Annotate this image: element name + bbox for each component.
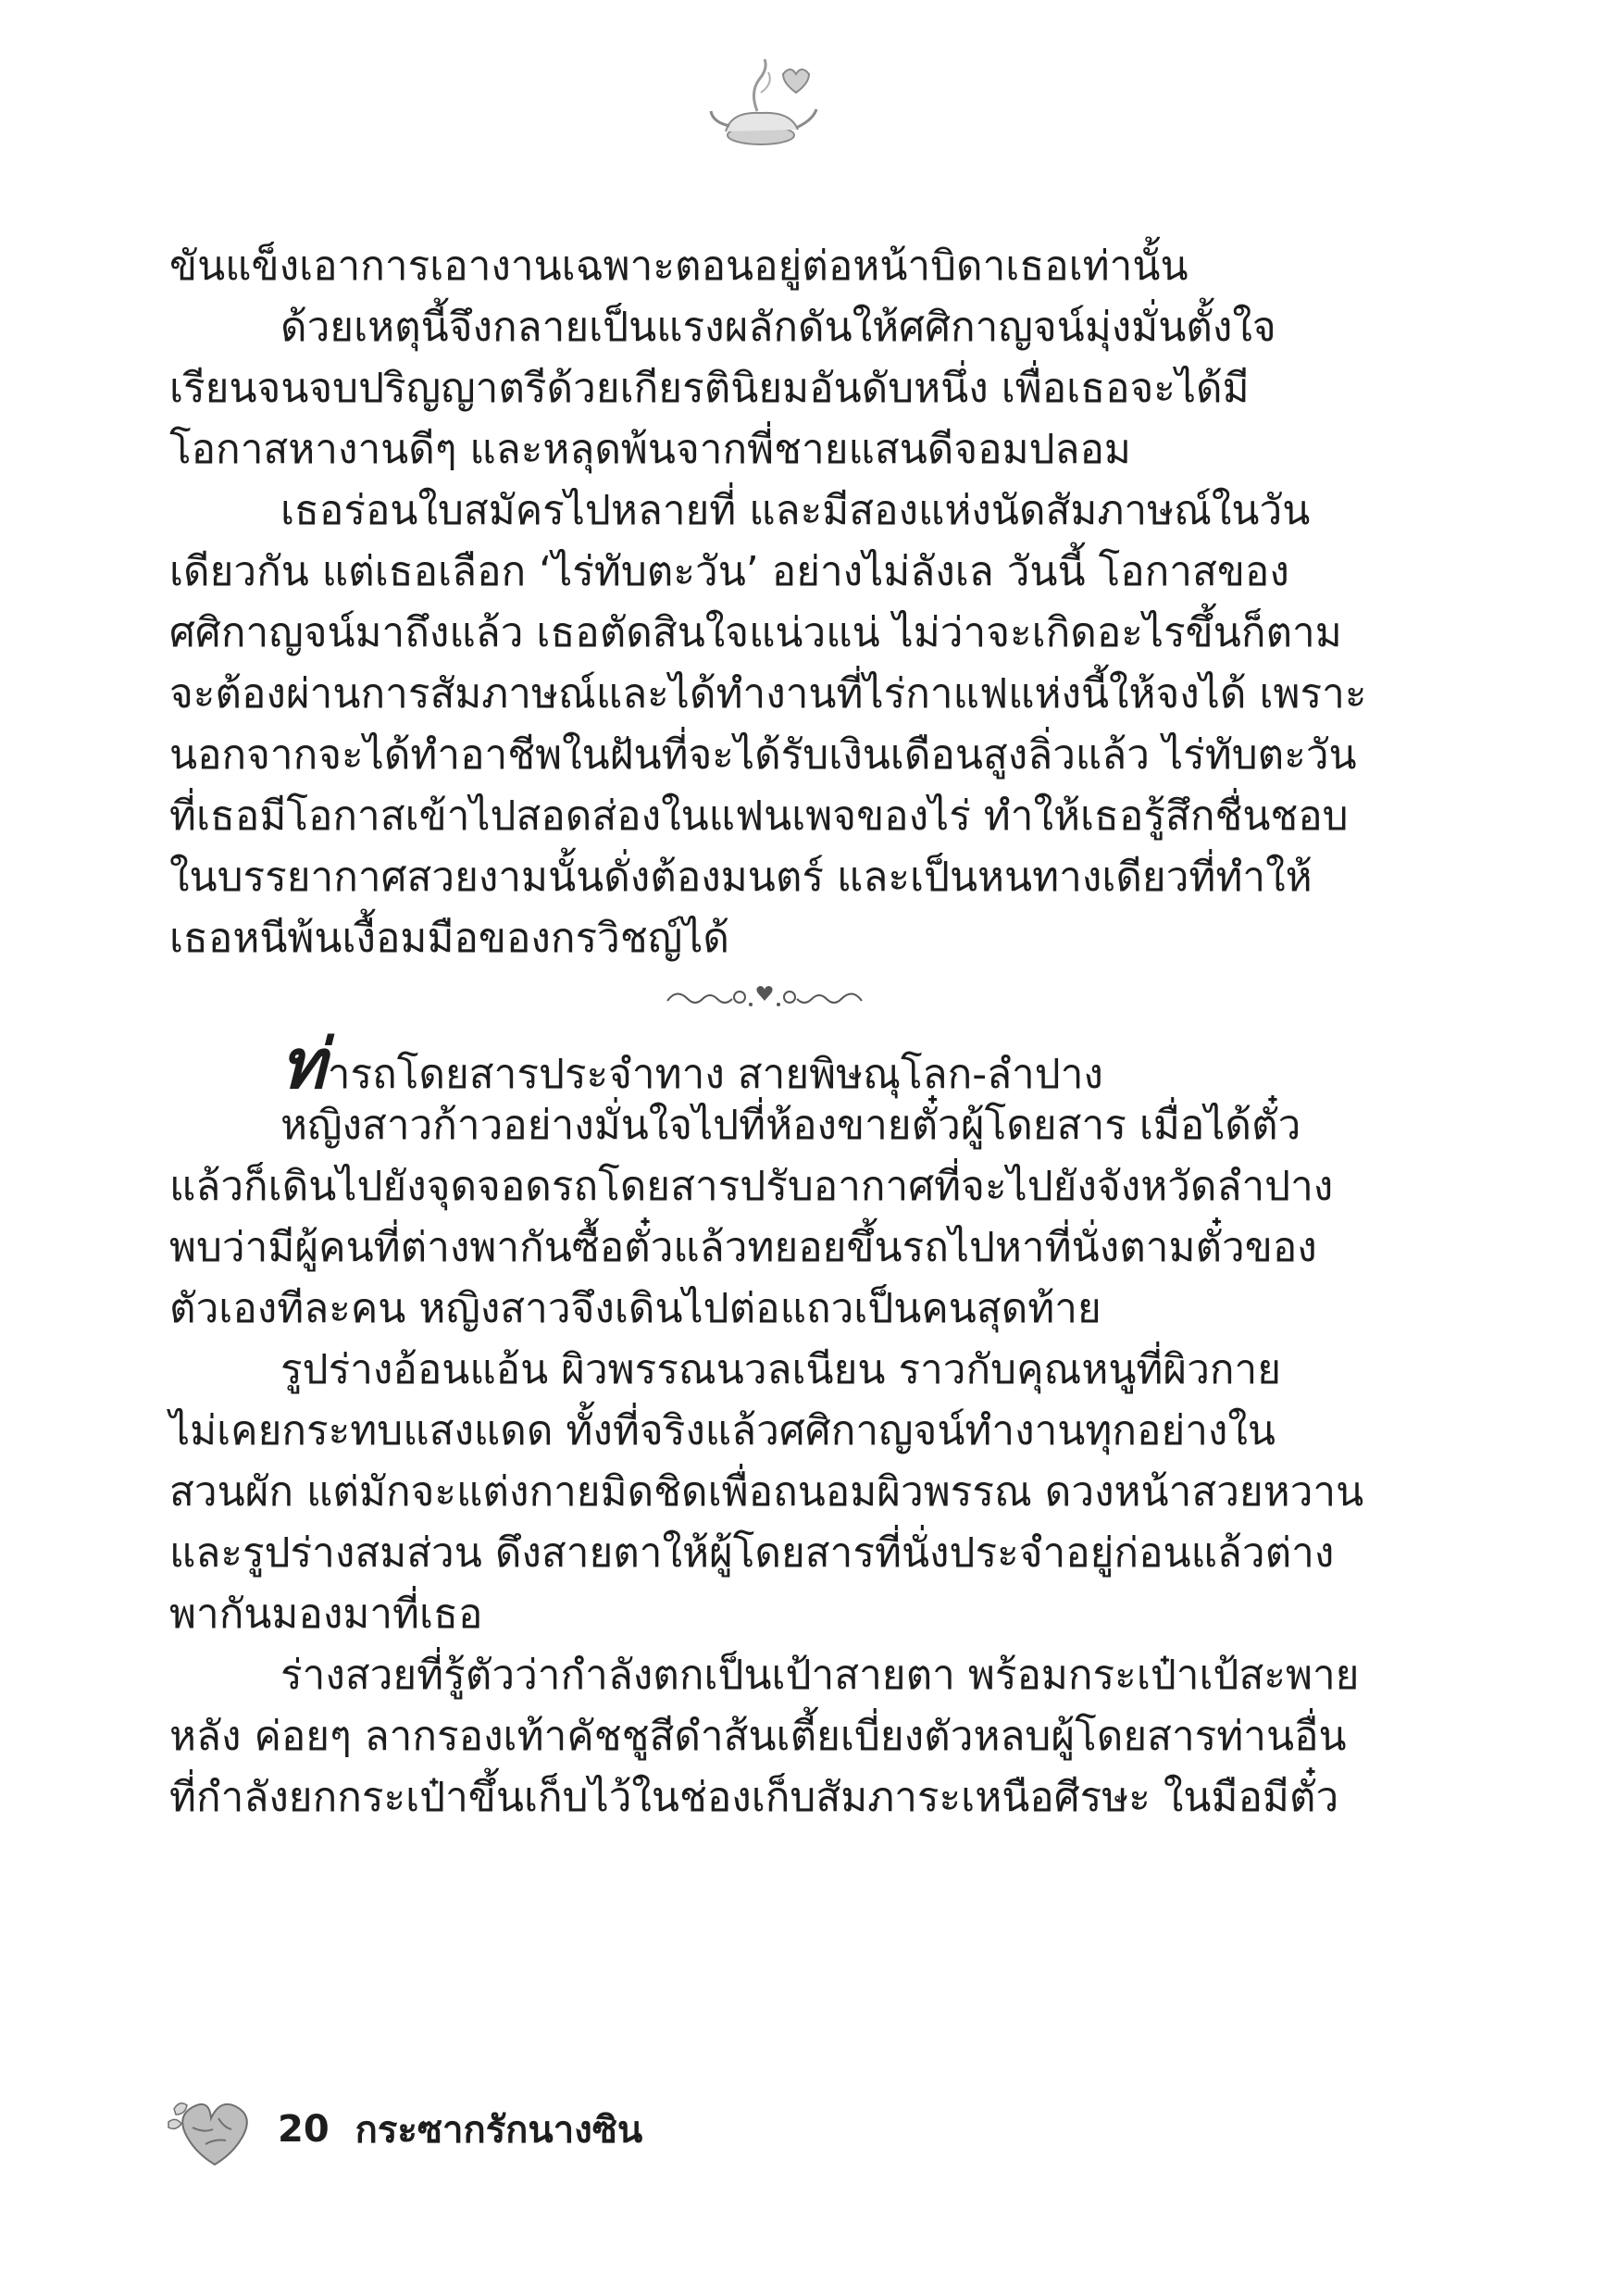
text-line: ในบรรยากาศสวยงามนั้นดั่งต้องมนตร์ และเป็นหนทางเดียวที่ทำให้ [169, 854, 1313, 901]
text-line: นอกจากจะได้ทำอาชีพในฝันที่จะได้รับเงินเดือนสูงลิ่วแล้ว ไร่ทับตะวัน [169, 731, 1357, 779]
text-line: ไม่เคยกระทบแสงแดด ทั้งที่จริงแล้วศศิกาญจน์ทำงานทุกอย่างใน [169, 1407, 1276, 1454]
text-line: รูปร่างอ้อนแอ้น ผิวพรรณนวลเนียน ราวกับคุณหนูที่ผิวกาย [280, 1346, 1282, 1393]
text-line: ตัวเองทีละคน หญิงสาวจึงเดินไปต่อแถวเป็นคนสุดท้าย [169, 1285, 1101, 1332]
text-line: เรียนจนจบปริญญาตรีด้วยเกียรตินิยมอันดับหนึ่ง เพื่อเธอจะได้มี [169, 365, 1250, 412]
text-line: ศศิกาญจน์มาถึงแล้ว เธอตัดสินใจแน่วแน่ ไม่ว่าจะเกิดอะไรขึ้นก็ตาม [169, 609, 1342, 656]
text-line: ที่เธอมีโอกาสเข้าไปสอดส่องในแฟนเพจของไร่ ทำให้เธอรู้สึกชื่นชอบ [169, 792, 1349, 840]
text-line: เธอหนีพ้นเงื้อมมือของกรวิชญ์ได้ [169, 915, 729, 962]
text-line: พากันมองมาที่เธอ [169, 1591, 483, 1638]
text-line: หลัง ค่อยๆ ลากรองเท้าคัชชูสีดำส้นเตี้ยเบี่ยงตัวหลบผู้โดยสารท่านอื่น [169, 1713, 1347, 1760]
text-line: เธอร่อนใบสมัครไปหลายที่ และมีสองแห่งนัดสัมภาษณ์ในวัน [280, 487, 1311, 534]
text-line: สวนผัก แต่มักจะแต่งกายมิดชิดเพื่อถนอมผิวพรรณ ดวงหน้าสวยหวาน [169, 1468, 1364, 1516]
text-line: ร่างสวยที่รู้ตัวว่ากำลังตกเป็นเป้าสายตา พร้อมกระเป๋าเป้สะพาย [280, 1652, 1360, 1699]
page-footer [165, 2088, 998, 2171]
text-line: ขันแข็งเอาการเอางานเฉพาะตอนอยู่ต่อหน้าบิดาเธอเท่านั้น [169, 243, 1189, 290]
floral-divider-icon [169, 969, 1359, 1034]
text-line: และรูปร่างสมส่วน ดึงสายตาให้ผู้โดยสารที่นั่งประจำอยู่ก่อนแล้วต่าง [169, 1529, 1335, 1577]
body-text [169, 236, 1367, 1828]
text-line-with-dropcap [169, 1025, 1359, 1104]
book-title: กระซากรักนางซิน [355, 2109, 643, 2152]
heart-bouquet-ornament-icon [165, 2090, 267, 2169]
text-line: ารถโดยสารประจำทาง สายพิษณุโลก-ลำปาง [327, 1051, 1103, 1098]
text-line: ที่กำลังยกกระเป๋าขึ้นเก็บไว้ในช่องเก็บสัมภาระเหนือศีรษะ ในมือมีตั๋ว [169, 1774, 1339, 1821]
text-line: แล้วก็เดินไปยังจุดจอดรถโดยสารปรับอากาศที่จะไปยังจังหวัดลำปาง [169, 1163, 1334, 1210]
text-line: โอกาสหางานดีๆ และหลุดพ้นจากพี่ชายแสนดีจอมปลอม [169, 426, 1131, 473]
dropcap: ท่ [280, 1025, 326, 1104]
genie-lamp-ornament-icon [703, 56, 824, 157]
text-line: หญิงสาวก้าวอย่างมั่นใจไปที่ห้องขายตั๋วผู้โดยสาร เมื่อได้ตั๋ว [280, 1102, 1301, 1149]
text-line: ด้วยเหตุนี้จึงกลายเป็นแรงผลักดันให้ศศิกาญจน์มุ่งมั่นตั้งใจ [280, 304, 1276, 351]
text-line: เดียวกัน แต่เธอเลือก ‘ไร่ทับตะวัน’ อย่างไม่ลังเล วันนี้ โอกาสของ [169, 548, 1289, 595]
text-line: จะต้องผ่านการสัมภาษณ์และได้ทำงานที่ไร่กาแฟแห่งนี้ให้จงได้ เพราะ [169, 670, 1367, 718]
text-line: พบว่ามีผู้คนที่ต่างพากันซื้อตั๋วแล้วทยอยขึ้นรถไปหาที่นั่งตามตั๋วของ [169, 1224, 1317, 1271]
page-number: 20 [278, 2108, 330, 2151]
